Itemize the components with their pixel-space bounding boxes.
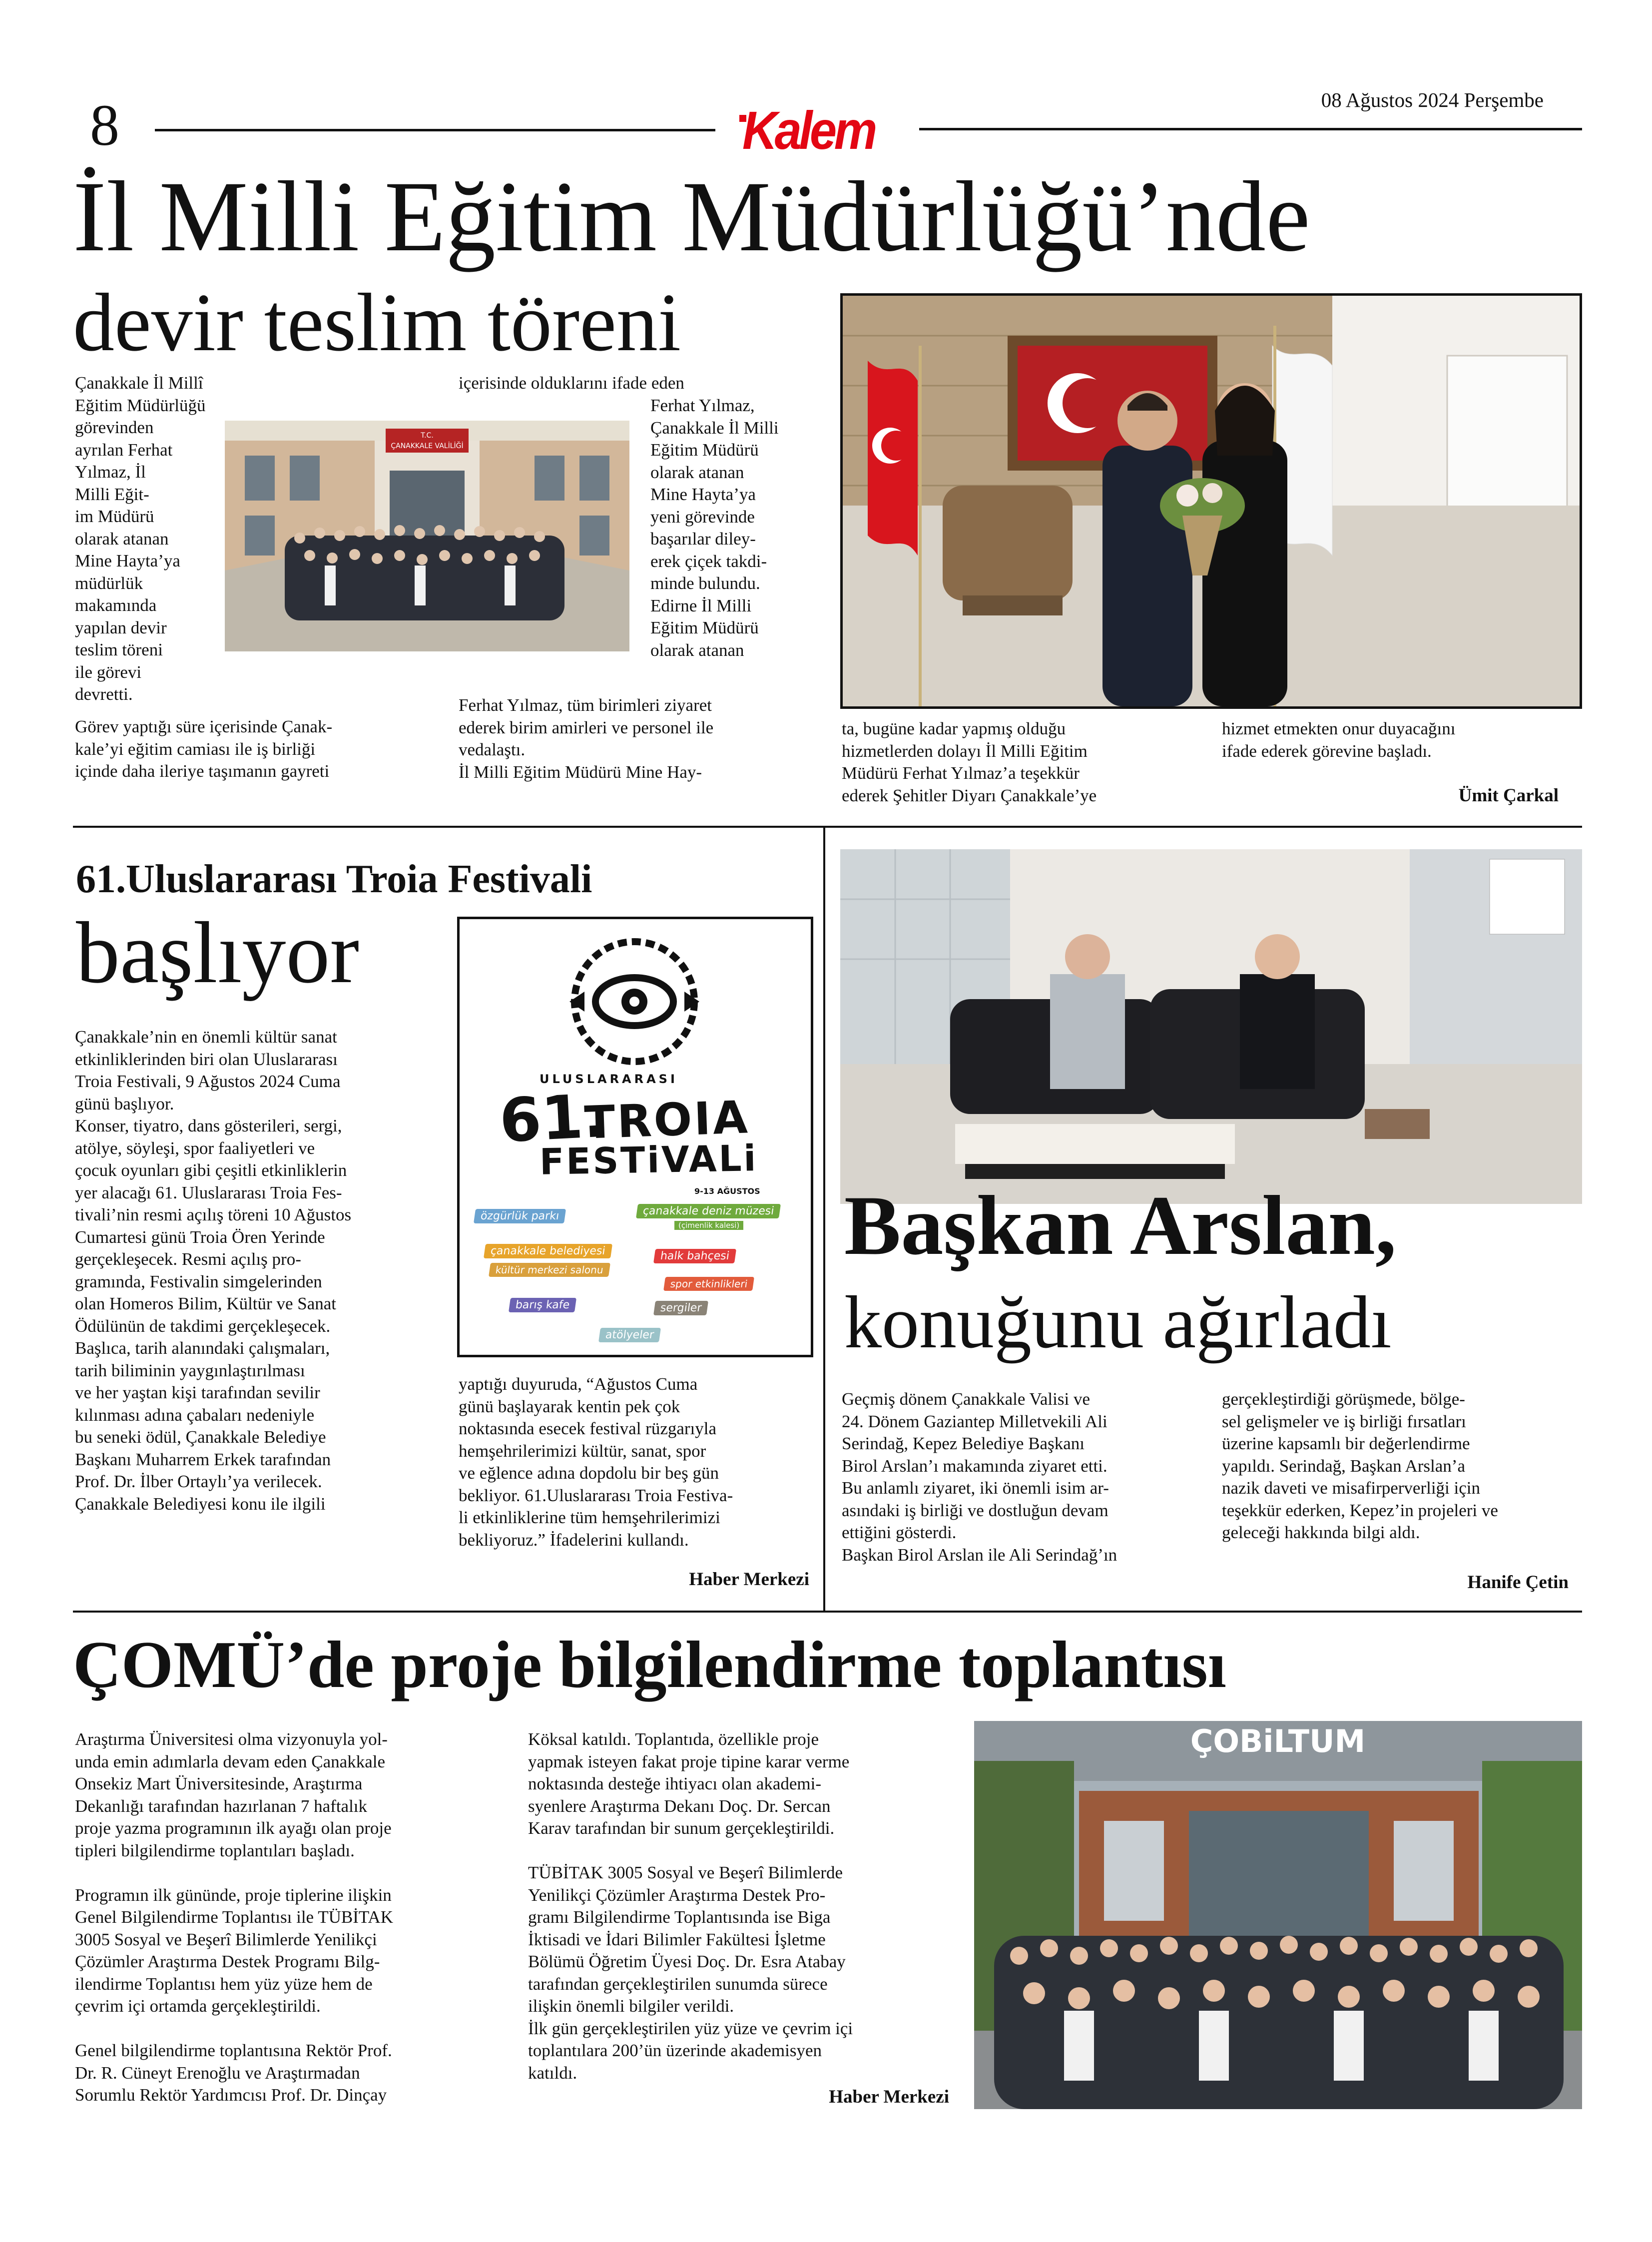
article1-col1-text-b: Görev yaptığı süre içerisinde Çanak- kale’yi eğitim camiası ile iş birliği içinde daha ileriye taşımanın gayreti bbox=[75, 717, 333, 781]
article4-byline: Haber Merkezi bbox=[829, 2087, 949, 2107]
poster-chip-belediye: çanakkale belediyesi bbox=[484, 1244, 612, 1258]
article1-col1-text-a: Çanakkale İl Millî Eğitim Müdürlüğü görevinden ayrılan Ferhat Yılmaz, İl Milli Eğit- im Müdürü olarak atanan Mine Hayta’ya müdürlük makamında yapılan devir teslim töreni ile görevi devretti. bbox=[75, 373, 206, 704]
article1-col2-text-top: içerisinde olduklarını ifade eden bbox=[459, 373, 684, 393]
article2-byline: Haber Merkezi bbox=[689, 1569, 809, 1590]
masthead-title: Kalem bbox=[742, 100, 875, 160]
poster-chip-deniz-muzesi: çanakkale deniz müzesi bbox=[636, 1204, 781, 1218]
article1-col2-text-b: Ferhat Yılmaz, tüm birimleri ziyaret ederek birim amirleri ve personel ile vedalaştı. İl Milli Eğitim Müdürü Mine Hay- bbox=[459, 695, 714, 782]
poster-number: 61. bbox=[498, 1081, 608, 1156]
header-rule-right bbox=[919, 128, 1582, 130]
photo-visit-meeting bbox=[840, 849, 1582, 1204]
poster-title-line2: FESTiVALi bbox=[539, 1137, 758, 1183]
article1-col4-text: hizmet etmekten onur duyacağını ifade ederek görevine başladı. bbox=[1222, 719, 1456, 761]
poster-chip-kultur-merkezi: kültür merkezi salonu bbox=[489, 1263, 610, 1277]
building-sign-line1: T.C. bbox=[421, 432, 434, 440]
article4-col2-text: Köksal katıldı. Toplantıda, özellikle proje yapmak isteyen fakat proje tipine karar verme noktasında desteğe ihtiyacı olan akademi- syenlere Araştırma Dekanı Doç. Dr. Sercan Karav tarafından bir sunum gerçekleştirildi. TÜBİTAK 3005 Sosyal ve Beşerî Bilimlerde Yenilikçi Çözümler Araştırma Destek Pro- gramı Bilgilendirme Toplantısında ise Biga İktisadi ve İdari Bilimler Fakültesi İşletme Bölümü Öğretim Üyesi Doç. Dr. Esra Atabay tarafından gerçekleştirilen sunumda sürece ilişkin önemli bilgiler verildi. İlk gün gerçekleştirilen yüz yüze ve çevrim içi toplantılara 200’ün üzerinde akademisyen katıldı. bbox=[528, 1729, 853, 2083]
article2-col1-text: Çanakkale’nin en önemli kültür sanat etkinliklerinden biri olan Uluslararası Troia Festivali, 9 Ağustos 2024 Cuma günü başlıyor. Konser, tiyatro, dans gösterileri, sergi, atölye, söyleşi, spor faaliyetleri ve çocuk oyunları gibi çeşitli etkinliklerin yer alacağı 61. Uluslararası Troia Fes- tivali’nin resmi açılış töreni 10 Ağustos Cumartesi günü Troia Ören Yerinde gerçekleşecek. Resmi açılış pro- gramında, Festivalin simgelerinden olan Homeros Bilim, Kültür ve Sanat Ödülünün de takdimi gerçekleşecek. Başlıca, tarih alanındaki çalışmaları, tarih biliminin yaygınlaştırılması ve her yaştan kişi tarafından sevilir kılınması adına çabaları nedeniyle bu seneki ödül, Çanakkale Belediye Başkanı Muharrem Erkek tarafından Prof. Dr. İlber Ortaylı’ya verilecek. Çanakkale Belediyesi konu ile ilgili bbox=[75, 1027, 352, 1514]
article3-col1-text: Geçmiş dönem Çanakkale Valisi ve 24. Dönem Gaziantep Milletvekili Ali Serindağ, Kepez Belediye Başkanı Birol Arslan’ı makamında ziyaret etti. Bu anlamlı ziyaret, iki önemli isim ar- asındaki iş birliği ve dostluğun devam ettiğini gösterdi. Başkan Birol Arslan ile Ali Serindağ’ın bbox=[842, 1389, 1117, 1565]
cobiltum-sign: ÇOBiLTUM bbox=[1190, 1723, 1366, 1759]
poster-chip-baris-kafe: barış kafe bbox=[509, 1298, 576, 1312]
poster-dates: 9-13 AĞUSTOS bbox=[694, 1186, 760, 1196]
article4-col1-text: Araştırma Üniversitesi olma vizyonuyla yol- unda emin adımlarla devam eden Çanakkale Onsekiz Mart Üniversitesinde, Araştırma Dekanlığı tarafından hazırlanan 7 haftalık proje yazma programının ilk ayağı olan proje tipleri bilgilendirme toplantıları başladı. Programın ilk gününde, proje tiplerine ilişkin Genel Bilgilendirme Toplantısı ile TÜBİTAK 3005 Sosyal ve Beşerî Bilimlerde Yenilikçi Çözümler Araştırma Destek Programı Bilg- ilendirme Toplantısı hem yüz yüze hem de çevrim içi ortamda gerçekleştirildi. Genel bilgilendirme toplantısına Rektör Prof. Dr. R. Cüneyt Erenoğlu ve Araştırmadan Sorumlu Rektör Yardımcısı Prof. Dr. Dinçay bbox=[75, 1729, 393, 2105]
building-sign-line2: ÇANAKKALE VALİLİĞİ bbox=[391, 442, 464, 450]
header-rule-left bbox=[155, 129, 715, 131]
article1-headline-line1: İl Milli Eğitim Müdürlüğü’nde bbox=[73, 160, 1310, 272]
section-divider-bottom bbox=[73, 1611, 1582, 1613]
column-divider-middle bbox=[823, 826, 825, 1611]
poster-chip-cimenlik-kalesi: (çimenlik kalesi) bbox=[674, 1221, 743, 1230]
article2-col2-text: yaptığı duyuruda, “Ağustos Cuma günü başlayarak kentin pek çok noktasında esecek festival rüzgarıyla hemşehrilerimizi kültür, sanat, spor ve eğlence adına dopdolu bir beş gün bekliyor. 61.Uluslararası Troia Festiva- li etkinliklerine tüm hemşehrilerimizi bekliyoruz.” İfadelerini kullandı. bbox=[459, 1374, 733, 1550]
article3-byline: Hanife Çetin bbox=[1467, 1572, 1569, 1593]
photo-handover-office bbox=[840, 293, 1582, 709]
article2-headline-line2: başlıyor bbox=[76, 904, 360, 1002]
article1-byline: Ümit Çarkal bbox=[1458, 785, 1559, 806]
festival-poster bbox=[457, 917, 813, 1357]
poster-chip-sergiler: sergiler bbox=[653, 1301, 709, 1315]
article4-headline: ÇOMÜ’de proje bilgilendirme toplantısı bbox=[73, 1628, 1226, 1701]
photo-cobiltum-group bbox=[974, 1721, 1582, 2109]
poster-top-text: ULUSLARARASI bbox=[540, 1072, 678, 1086]
article3-headline-line2: konuğunu ağırladı bbox=[844, 1281, 1392, 1364]
poster-chip-atolyeler: atölyeler bbox=[598, 1328, 661, 1342]
poster-chip-spor: spor etkinlikleri bbox=[663, 1277, 754, 1291]
article2-headline-line1: 61.Uluslararası Troia Festivali bbox=[76, 857, 592, 901]
poster-title-line1: TROIA bbox=[583, 1091, 751, 1149]
poster-chip-ozgurluk-parki: özgürlük parkı bbox=[474, 1209, 566, 1223]
article1-col3-text: ta, bugüne kadar yapmış olduğu hizmetlerden dolayı İl Milli Eğitim Müdürü Ferhat Yılmaz’a teşekkür ederek Şehitler Diyarı Çanakkale’ye bbox=[842, 719, 1097, 805]
masthead-logo bbox=[739, 100, 909, 160]
article1-headline-line2: devir teslim töreni bbox=[73, 276, 681, 368]
section-divider-top bbox=[73, 826, 1582, 828]
issue-date: 08 Ağustos 2024 Perşembe bbox=[1321, 88, 1544, 111]
article1-col2-text-a: Ferhat Yılmaz, Çanakkale İl Milli Eğitim Müdürü olarak atanan Mine Hayta’ya yeni görevinde başarılar diley- erek çiçek takdi- minde bulundu. Edirne İl Milli Eğitim Müdürü olarak atanan bbox=[650, 396, 779, 660]
page-number: 8 bbox=[90, 92, 119, 158]
photo-governorship-group bbox=[225, 421, 629, 651]
poster-chip-halk-bahcesi: halk bahçesi bbox=[653, 1249, 736, 1263]
article3-col2-text: gerçekleştirdiği görüşmede, bölge- sel gelişmeler ve iş birliği fırsatları üzerine kapsamlı bir değerlendirme yapıldı. Serindağ, Başkan Arslan’a nazik daveti ve misafirperverliği için teşekkür ederken, Kepez’in projeleri ve geleceği hakkında bilgi aldı. bbox=[1222, 1389, 1498, 1542]
article3-headline-line1: Başkan Arslan, bbox=[844, 1178, 1397, 1272]
